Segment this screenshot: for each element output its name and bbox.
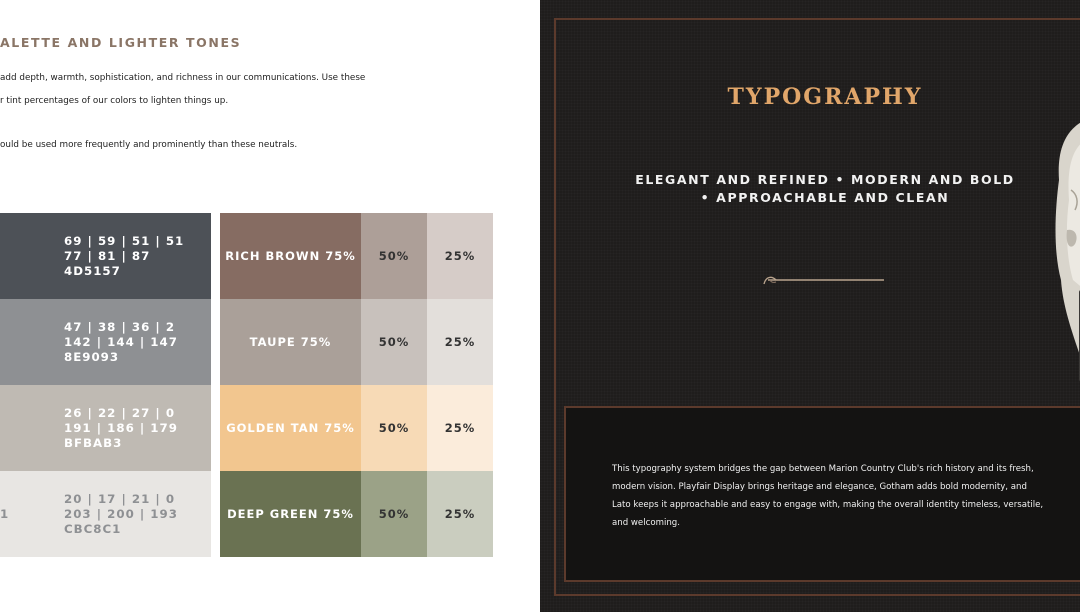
needle-icon xyxy=(762,272,886,288)
tint-50-swatch: 50% xyxy=(361,213,427,299)
cmyk-value: 47 | 38 | 36 | 2 xyxy=(64,319,176,334)
golf-glove-icon xyxy=(1045,110,1080,410)
swatch-values xyxy=(64,471,178,557)
hex-value: BFBAB3 xyxy=(64,435,123,450)
description-line-4: and welcoming. xyxy=(612,518,680,528)
cropped-value: 1 xyxy=(0,507,9,521)
tint-75-swatch: DEEP GREEN 75% xyxy=(220,471,361,557)
description-line-2: modern vision. Playfair Display brings heritage and elegance, Gotham adds bold modernity, and xyxy=(612,482,1027,492)
description-line-1: This typography system bridges the gap between Marion Country Club's rich history and its fresh, xyxy=(612,464,1034,474)
neutral-swatch-warm-gray xyxy=(0,385,211,471)
tint-50-swatch: 50% xyxy=(361,385,427,471)
typography-page xyxy=(540,0,1080,612)
tint-25-swatch: 25% xyxy=(427,213,493,299)
hex-value: 4D5157 xyxy=(64,263,121,278)
tint-50-swatch: 50% xyxy=(361,471,427,557)
tint-50-swatch: 50% xyxy=(361,299,427,385)
intro-paragraph-line-2: r tint percentages of our colors to lighten things up. xyxy=(0,96,229,106)
rgb-value: 142 | 144 | 147 xyxy=(64,334,178,349)
swatch-values xyxy=(64,385,178,471)
intro-paragraph-line-3: ould be used more frequently and prominently than these neutrals. xyxy=(0,140,298,150)
tint-25-swatch: 25% xyxy=(427,299,493,385)
swatch-values xyxy=(64,299,178,385)
cmyk-value: 20 | 17 | 21 | 0 xyxy=(64,491,176,506)
tagline-line-2: • APPROACHABLE AND CLEAN xyxy=(700,190,950,205)
description-box xyxy=(564,406,1080,582)
tint-75-swatch: GOLDEN TAN 75% xyxy=(220,385,361,471)
typography-description xyxy=(612,460,1052,532)
rgb-value: 77 | 81 | 87 xyxy=(64,248,151,263)
tint-75-swatch: TAUPE 75% xyxy=(220,299,361,385)
typography-title: TYPOGRAPHY xyxy=(727,84,923,110)
tint-25-swatch: 25% xyxy=(427,471,493,557)
section-heading: ALETTE AND LIGHTER TONES xyxy=(0,35,242,50)
cmyk-value: 69 | 59 | 51 | 51 xyxy=(64,233,185,248)
tint-75-swatch: RICH BROWN 75% xyxy=(220,213,361,299)
rgb-value: 203 | 200 | 193 xyxy=(64,506,178,521)
hex-value: 8E9093 xyxy=(64,349,120,364)
intro-paragraph-line-1: add depth, warmth, sophistication, and richness in our communications. Use these xyxy=(0,73,366,83)
cmyk-value: 26 | 22 | 27 | 0 xyxy=(64,405,176,420)
hex-value: CBC8C1 xyxy=(64,521,122,536)
description-line-3: Lato keeps it approachable and easy to engage with, making the overall identity timeless, versatile, xyxy=(612,500,1044,510)
tagline-line-1: ELEGANT AND REFINED • MODERN AND BOLD xyxy=(635,172,1015,187)
swatch-values xyxy=(64,213,184,299)
neutral-swatch-light-gray xyxy=(0,471,211,557)
neutral-swatch-charcoal xyxy=(0,213,211,299)
rgb-value: 191 | 186 | 179 xyxy=(64,420,178,435)
neutral-swatch-gray xyxy=(0,299,211,385)
tint-25-swatch: 25% xyxy=(427,385,493,471)
